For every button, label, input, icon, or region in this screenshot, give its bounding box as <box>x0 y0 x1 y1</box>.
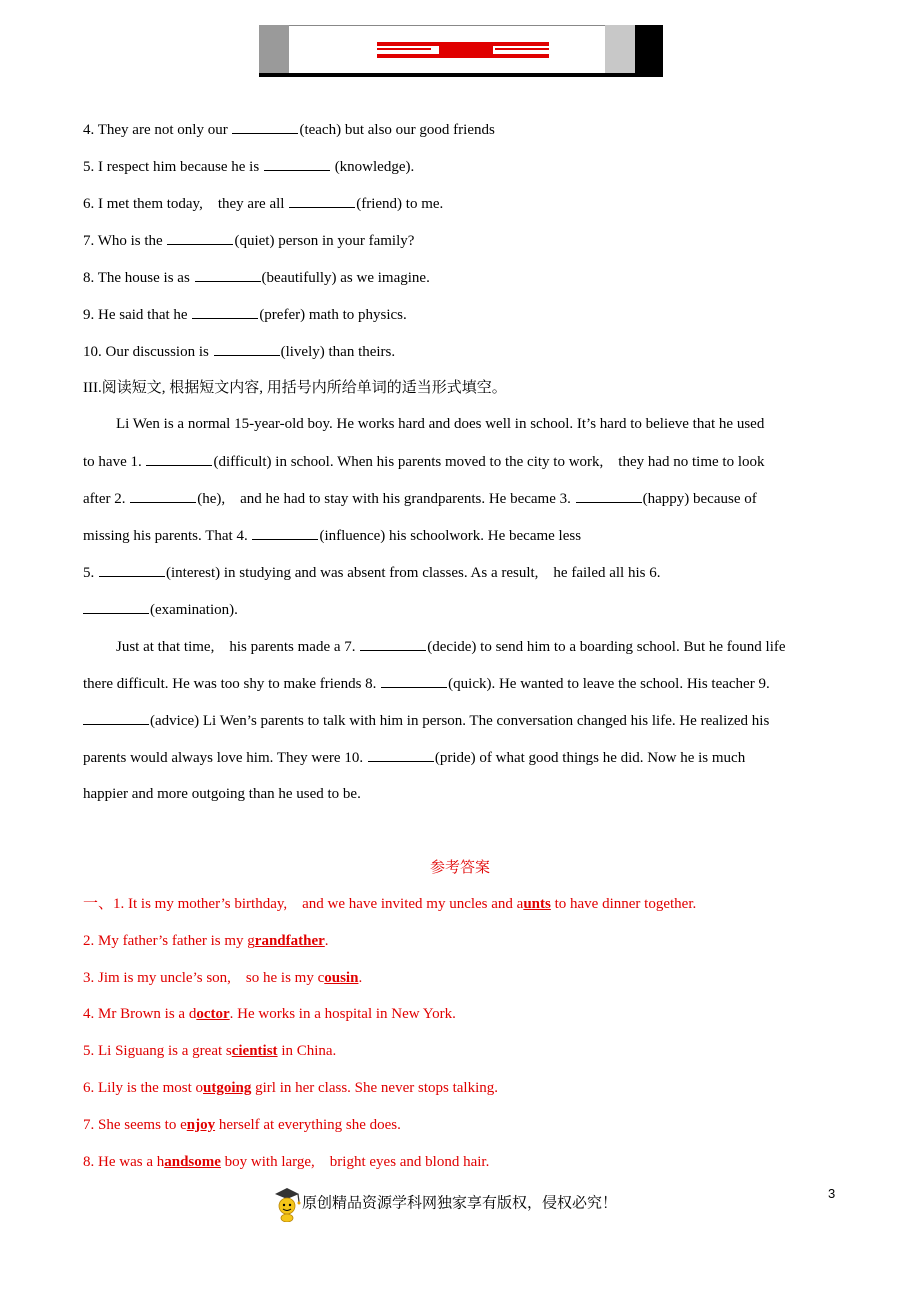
exercise-text: (friend) to me. <box>356 196 444 212</box>
exercise-text: (beautifully) as we imagine. <box>261 270 430 286</box>
exercise-text: 10. Our discussion is <box>83 344 213 360</box>
exercise-item <box>83 267 430 288</box>
answer-blank[interactable] <box>83 710 149 725</box>
answer-word: randfather <box>254 933 325 949</box>
answer-blank[interactable] <box>289 193 355 208</box>
passage-line: after 2. (he), and he had to stay with his grandparents. He became 3. (happy) because of <box>83 488 757 509</box>
answer-item: 5. Li Siguang is a great scientist in China. <box>83 1043 337 1059</box>
copyright-text: 原创精品资源学科网独家享有版权，侵权必究！ <box>302 1195 618 1212</box>
passage-line: parents would always love him. They were 10. (pride) of what good things he did. Now he is much <box>83 747 745 768</box>
exercise-text: 9. He said that he <box>83 307 192 323</box>
exercise-item <box>83 341 395 362</box>
passage-line: missing his parents. That 4. (influence) his schoolwork. He became less <box>83 525 581 546</box>
exercise-item <box>83 119 495 140</box>
answer-blank[interactable] <box>146 451 212 466</box>
answer-item: 一、1. It is my mother’s birthday, and we have invited my uncles and aunts to have dinner together. <box>83 896 697 912</box>
answer-word: njoy <box>186 1117 216 1133</box>
answer-blank[interactable] <box>130 488 196 503</box>
exercise-text: (teach) but also our good friends <box>299 122 495 138</box>
page-number: 3 <box>828 1186 836 1201</box>
answer-blank[interactable] <box>232 119 298 134</box>
answer-item: 3. Jim is my uncle’s son, so he is my cousin. <box>83 970 363 986</box>
exercise-item <box>83 156 414 177</box>
passage-line: to have 1. (difficult) in school. When his parents moved to the city to work, they had no time to look <box>83 451 765 472</box>
scholar-mascot-icon <box>272 1186 302 1222</box>
answer-blank[interactable] <box>83 599 149 614</box>
answer-blank[interactable] <box>167 230 233 245</box>
passage-line: (examination). <box>83 599 238 620</box>
exercise-text: (quiet) person in your family? <box>234 233 415 249</box>
exercise-text: 4. They are not only our <box>83 122 232 138</box>
passage-line: Li Wen is a normal 15-year-old boy. He works hard and does well in school. It’s hard to believe that he used <box>116 416 765 432</box>
answer-blank[interactable] <box>192 304 258 319</box>
exercise-text: 6. I met them today, they are all <box>83 196 289 212</box>
answer-word: unts <box>523 896 551 912</box>
passage-line: happier and more outgoing than he used to be. <box>83 786 361 802</box>
exercise-text: 7. Who is the <box>83 233 167 249</box>
answer-item: 2. My father’s father is my grandfather. <box>83 933 329 949</box>
passage-line: 5. (interest) in studying and was absent from classes. As a result, he failed all his 6. <box>83 562 660 583</box>
answer-item: 8. He was a handsome boy with large, bright eyes and blond hair. <box>83 1154 490 1170</box>
answer-blank[interactable] <box>252 525 318 540</box>
exercise-text: (lively) than theirs. <box>280 344 396 360</box>
answer-item: 7. She seems to enjoy herself at everything she does. <box>83 1117 401 1133</box>
header-bottom-rule <box>259 73 663 77</box>
exercise-text: 5. I respect him because he is <box>83 159 263 175</box>
answer-blank[interactable] <box>99 562 165 577</box>
answer-blank[interactable] <box>360 636 426 651</box>
exercise-text: (knowledge). <box>330 159 415 175</box>
header-right-block <box>635 25 663 73</box>
passage-line: (advice) Li Wen’s parents to talk with him in person. The conversation changed his life. He realized his <box>83 710 769 731</box>
header-left-block <box>259 25 289 73</box>
answer-blank[interactable] <box>195 267 261 282</box>
header-pattern-block <box>605 25 635 73</box>
exercise-item <box>83 193 443 214</box>
answer-word: andsome <box>164 1154 221 1170</box>
answer-blank[interactable] <box>381 673 447 688</box>
header-center-box <box>289 25 635 74</box>
answer-blank[interactable] <box>264 156 330 171</box>
answer-word: ousin <box>324 970 359 986</box>
header-banner <box>259 25 663 77</box>
passage-line: there difficult. He was too shy to make friends 8. (quick). He wanted to leave the school. His teacher 9. <box>83 673 770 694</box>
answer-word: octor <box>196 1006 230 1022</box>
answers-title: 参考答案 <box>429 860 490 876</box>
answer-word: cientist <box>231 1043 278 1059</box>
answer-blank[interactable] <box>368 747 434 762</box>
answer-word: utgoing <box>203 1080 252 1096</box>
exercise-text: 8. The house is as <box>83 270 194 286</box>
answer-item: 4. Mr Brown is a doctor. He works in a hospital in New York. <box>83 1006 456 1022</box>
exercise-text: (prefer) math to physics. <box>259 307 407 323</box>
exercise-item <box>83 230 414 251</box>
answer-blank[interactable] <box>214 341 280 356</box>
footer <box>272 1186 617 1222</box>
answer-item: 6. Lily is the most outgoing girl in her class. She never stops talking. <box>83 1080 498 1096</box>
answer-blank[interactable] <box>576 488 642 503</box>
passage-line: Just at that time, his parents made a 7. (decide) to send him to a boarding school. But he found life <box>116 636 786 657</box>
section-title: III.阅读短文, 根据短文内容, 用括号内所给单词的适当形式填空。 <box>83 380 507 396</box>
header-logo-bars <box>289 26 635 74</box>
exercise-item <box>83 304 407 325</box>
